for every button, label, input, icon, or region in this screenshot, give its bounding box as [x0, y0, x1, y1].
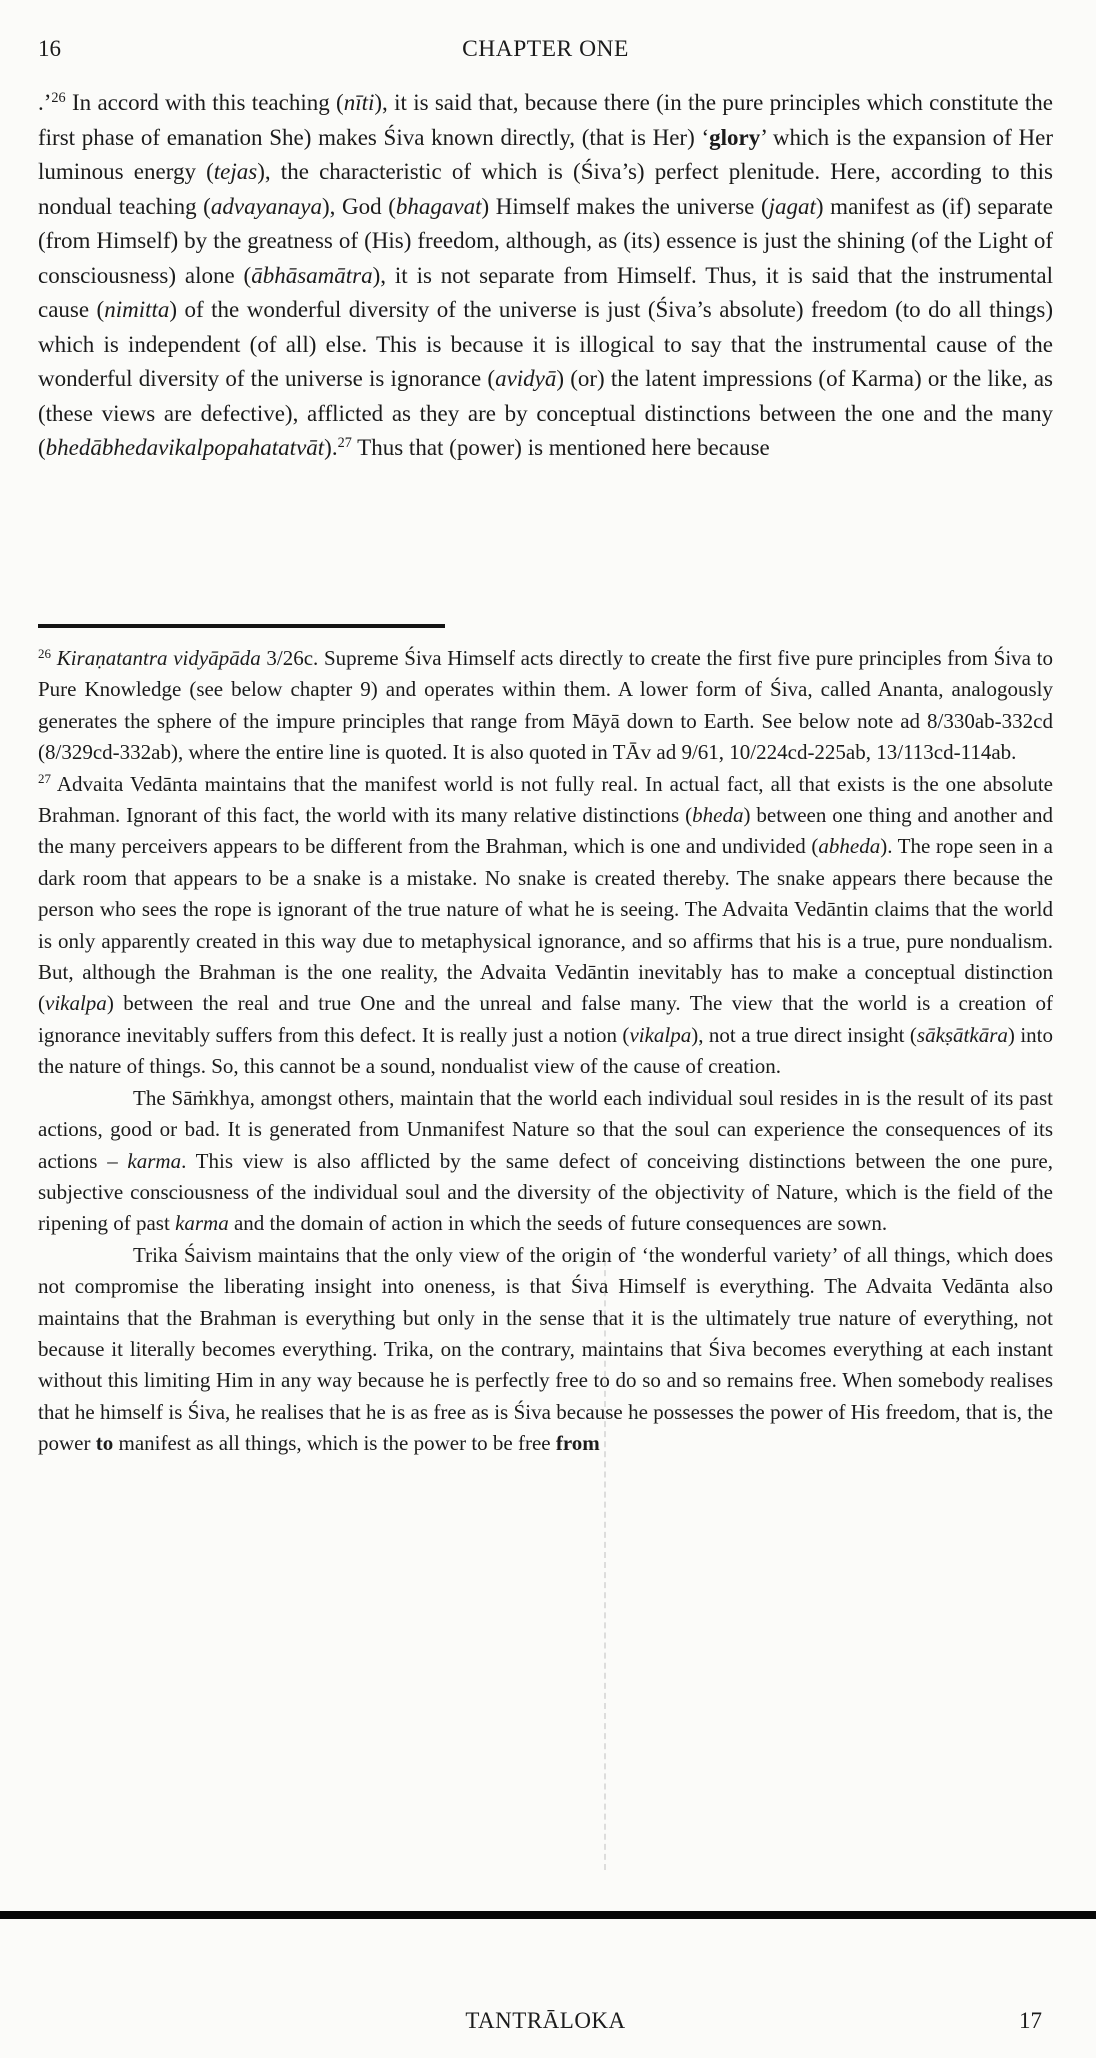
text-segment: ) Himself makes the universe ( [481, 193, 769, 219]
text-segment: 26 [51, 90, 66, 107]
footnote-separator-rule [38, 624, 445, 628]
page-header [38, 36, 1053, 68]
text-segment: ), the characteristic of which is (Śiva’s) perfect plenitude. Here, according to this nondual teaching ( [38, 159, 1053, 219]
text-segment: Kiraṇatantra vidyāpāda [56, 646, 261, 670]
footnotes-block [38, 643, 1053, 1460]
text-segment: ), not a true direct insight ( [691, 1022, 917, 1047]
footnote-27-paragraph-2 [38, 1083, 1053, 1240]
text-segment: bhedābhedavikalpopahatatvāt [45, 435, 325, 460]
text-segment: advayanaya [210, 193, 322, 219]
text-segment: ). The rope seen in a dark room that appears to be a snake is a mistake. No snake is created thereby. The snake appears there because the person who sees the rope is ignorant of the true nature of what he is seeing. The Advaita Vedāntin claims that the world is only apparently created in this way due to metaphysical ignorance, and so affirms that his is a true, pure nondualism. But, although the Brahman is the one reality, the Advaita Vedāntin inevitably has to make a conceptual distinction ( [38, 834, 1053, 1016]
text-segment: glory [709, 124, 761, 150]
text-segment: ’ which is the expansion of Her luminous energy ( [38, 124, 1053, 184]
text-segment: 27 [337, 435, 352, 452]
text-segment: and the domain of action in which the seeds of future consequences are sown. [228, 1211, 888, 1236]
text-segment: sākṣātkāra [916, 1022, 1008, 1047]
text-segment: karma [175, 1211, 229, 1236]
text-segment: from [555, 1431, 600, 1456]
text-segment: ) between the real and true One and the unreal and false many. The view that the world is a creation of ignorance inevitably suffers from this defect. It is really just a notion ( [38, 991, 1053, 1047]
text-segment: ) manifest as (if) separate (from Himself) by the greatness of (His) freedom, although, as (its) essence is just the shining (of the Light of consciousness) alone ( [38, 193, 1054, 288]
footer-page-number: 17 [1019, 2008, 1042, 2033]
text-segment: The Sāṁkhya, amongst others, maintain that the world each individual soul resides in is the result of its past actions, good or bad. It is generated from Unmanifest Nature so that the soul can experience the consequences of its actions – [38, 1085, 1053, 1173]
text-segment: ) between one thing and another and the many perceivers appears to be different from the Brahman, which is one and undivided ( [38, 803, 1053, 859]
footnote-27-paragraph-1 [38, 769, 1053, 1083]
text-segment: ), it is said that, because there (in the pure principles which constitute the first phase of emanation She) makes Śiva known directly, (that is Her) ‘ [38, 90, 1053, 150]
footnote-27-paragraph-3 [38, 1240, 1053, 1460]
text-segment: bheda [692, 803, 744, 828]
text-segment: 27 [38, 771, 52, 787]
text-segment: ābhāsamātra [251, 262, 373, 288]
scan-artifact [604, 1250, 606, 1870]
text-segment: . This view is also afflicted by the same defect of conceiving distinctions between the one pure, subjective consciousness of the individual soul and the diversity of the objectivity of Nature, which is the field of the ripening of past [38, 1148, 1054, 1236]
header-page-number: 16 [38, 36, 61, 61]
chapter-title: CHAPTER ONE [462, 36, 629, 62]
text-segment: ) into the nature of things. So, this cannot be a sound, nondualist view of the cause of creation. [38, 1022, 1053, 1079]
text-segment: jagat [768, 193, 816, 219]
text-segment: ) of the wonderful diversity of the universe is just (Śiva’s absolute) freedom (to do all things) which is independent (of all) else. This is because it is illogical to say that the instrumental cause of the wonderful diversity of the universe is ignorance ( [38, 297, 1053, 391]
bottom-rule-bar [0, 1911, 1096, 1919]
text-segment: 26 [38, 645, 52, 661]
main-paragraph [38, 86, 1053, 466]
text-segment: Trika Śaivism maintains that the only view of the origin of ‘the wonderful variety’ of all things, which does not compromise the liberating insight into oneness, is that Śiva Himself is everything. The Advaita Vedānta also maintains that the Brahman is everything but only in the sense that it is the ultimately true nature of everything, not because it literally becomes everything. Trika, on the contrary, maintains that Śiva becomes everything at each instant without this limiting Him in any way because he is perfectly free to do so and so remains free. When somebody realises that he himself is Śiva, he realises that he is as free as is Śiva because he possesses the power of His freedom, that is, the power [38, 1242, 1053, 1456]
text-segment: nimitta [104, 297, 170, 322]
text-segment: vikalpa [629, 1022, 692, 1047]
text-segment: tejas [213, 159, 258, 184]
text-segment: Thus that (power) is mentioned here because [351, 435, 770, 460]
text-segment: 3/26c. Supreme Śiva Himself acts directly to create the first five pure principles from Śiva to Pure Knowledge (see below chapter 9) and operates within them. A lower form of Śiva, called Ananta, analogously generates the sphere of the impure principles that range from Māyā down to Earth. See below note ad 8/330ab-332cd (8/329cd-332ab), where the entire line is quoted. It is also quoted in TĀv ad 9/61, 10/224cd-225ab, 13/113cd-114ab. [38, 646, 1054, 765]
text-segment: abheda [818, 834, 881, 859]
text-segment: ), it is not separate from Himself. Thus, it is said that the instrumental cause ( [38, 262, 1053, 322]
text-segment: to [95, 1431, 114, 1456]
text-segment: .’ [38, 90, 52, 115]
text-segment: ). [324, 435, 338, 460]
page-footer [38, 2008, 1053, 2042]
book-title: TANTRĀLOKA [465, 2008, 626, 2033]
text-segment: In accord with this teaching ( [65, 90, 344, 115]
text-segment: ), God ( [322, 193, 396, 219]
text-segment: nīti [343, 90, 375, 115]
text-segment: avidyā [495, 366, 557, 391]
text-segment: vikalpa [45, 991, 107, 1016]
text-segment: manifest as all things, which is the power to be free [113, 1431, 556, 1456]
text-segment: bhagavat [395, 193, 482, 219]
text-segment: karma [127, 1148, 182, 1173]
text-segment: Advaita Vedānta maintains that the manifest world is not fully real. In actual fact, all that exists is the one absolute Brahman. Ignorant of this fact, the world with its many relative distinctions ( [38, 771, 1053, 828]
footnote-26 [38, 643, 1053, 769]
text-segment: ) (or) the latent impressions (of Karma) or the like, as (these views are defective), afflicted as they are by conceptual distinctions between the one and the many ( [38, 366, 1053, 460]
